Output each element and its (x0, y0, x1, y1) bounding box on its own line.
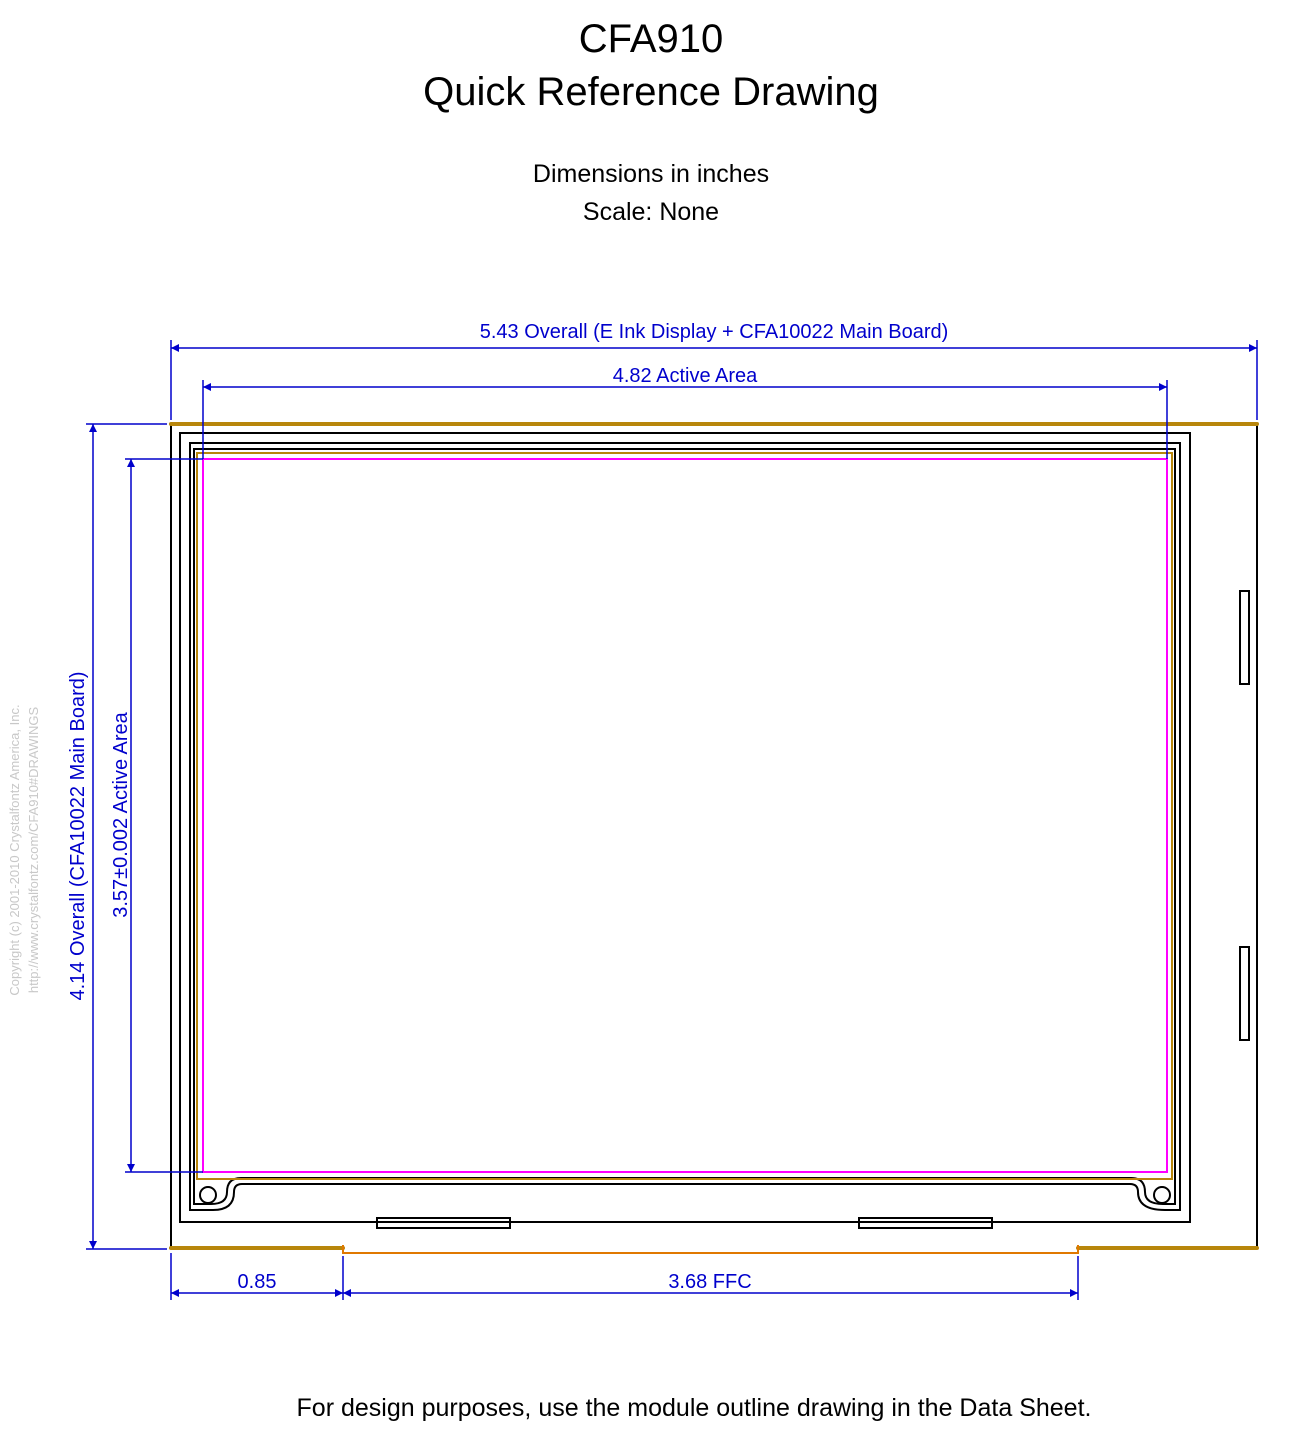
scale-note: Scale: None (582, 198, 720, 226)
main-board-outline (171, 424, 1257, 1249)
board-edges (171, 424, 1257, 1248)
ffc-cable (343, 1245, 1078, 1253)
copyright-line-2: http://www.crystalfontz.com/CFA910#DRAWINGS (26, 706, 41, 994)
mounting-hole-left (200, 1187, 216, 1203)
footer-note: For design purposes, use the module outline drawing in the Data Sheet. (296, 1394, 1092, 1422)
copyright-block (7, 704, 41, 995)
drawing-subtitle: Quick Reference Drawing (423, 70, 879, 114)
mounting-hole-right (1154, 1187, 1170, 1203)
active-area (203, 459, 1167, 1172)
overall-width-label: 5.43 Overall (E Ink Display + CFA10022 Main Board) (479, 321, 949, 343)
ffc-width-label: 3.68 FFC (668, 1271, 752, 1293)
dimension-labels (67, 321, 948, 1293)
ffc-offset-label: 0.85 (237, 1271, 277, 1293)
connector-slot-top (1240, 591, 1249, 684)
connector-slot-bottom (1240, 947, 1249, 1040)
active-height-label: 3.57±0.002 Active Area (110, 712, 132, 918)
units-note: Dimensions in inches (532, 160, 770, 188)
overall-height-label: 4.14 Overall (CFA10022 Main Board) (67, 671, 89, 1001)
display-panel-edge (197, 453, 1172, 1179)
dimension-lines (86, 340, 1257, 1300)
copyright-line-1: Copyright (c) 2001-2010 Crystalfontz America, Inc. (7, 704, 22, 996)
active-width-label: 4.82 Active Area (612, 365, 758, 387)
drawing-title: CFA910 (578, 17, 724, 61)
